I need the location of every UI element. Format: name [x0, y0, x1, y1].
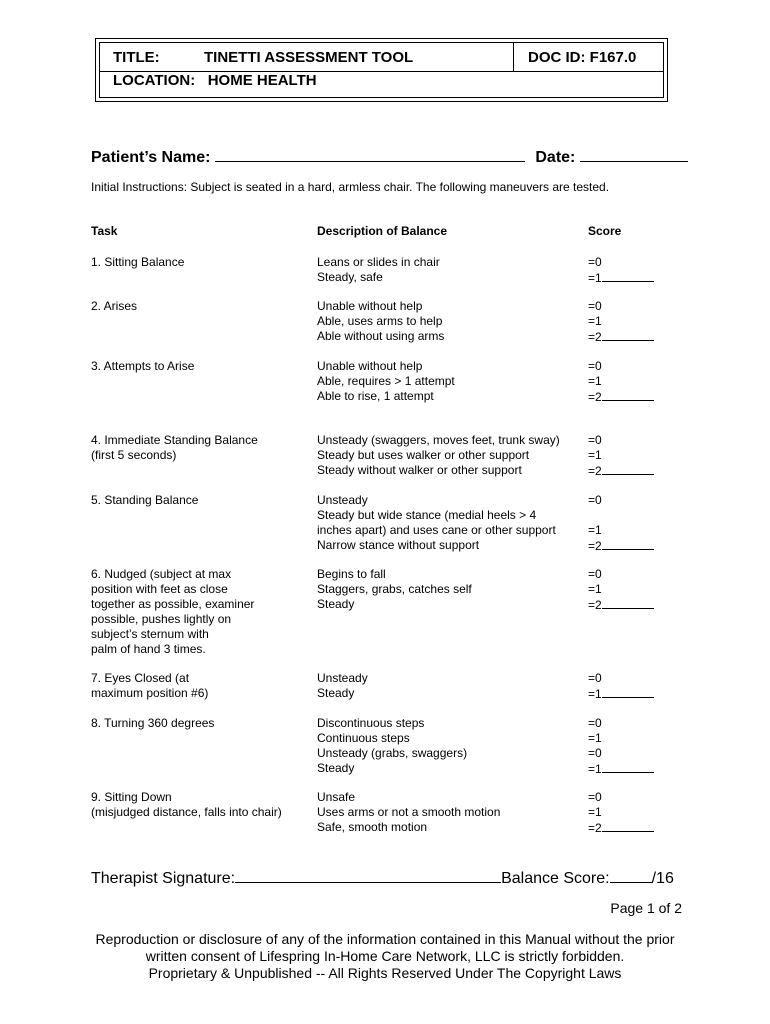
- score-value: =1: [588, 687, 602, 701]
- description-option: Begins to fall: [317, 567, 386, 581]
- task-text: possible, pushes lightly on: [91, 612, 232, 626]
- description-option: Steady, safe: [317, 270, 383, 284]
- score-cell: [588, 671, 654, 701]
- task-column-header: Task: [91, 224, 118, 238]
- description-option: Steady without walker or other support: [317, 463, 522, 477]
- task-text: 4. Immediate Standing Balance: [91, 433, 258, 447]
- therapist-signature-label: Therapist Signature:: [91, 870, 236, 887]
- score-value: =1: [588, 582, 602, 596]
- score-value: =0: [588, 567, 602, 581]
- date-label: Date:: [535, 149, 576, 166]
- description-cell: [317, 716, 467, 776]
- task-cell: [91, 716, 214, 731]
- score-cell: [588, 299, 654, 344]
- score-column-header: Score: [588, 224, 622, 238]
- description-option: Narrow stance without support: [317, 538, 480, 552]
- score-blank[interactable]: [602, 538, 654, 550]
- score-cell: [588, 433, 654, 478]
- signature-line: [91, 868, 674, 888]
- score-blank[interactable]: [602, 270, 654, 282]
- description-option: Staggers, grabs, catches self: [317, 582, 472, 596]
- task-text: (misjudged distance, falls into chair): [91, 805, 282, 819]
- score-cell: [588, 493, 654, 553]
- task-text: (first 5 seconds): [91, 448, 177, 462]
- score-value: =0: [588, 255, 602, 269]
- task-text: 3. Attempts to Arise: [91, 359, 195, 373]
- description-cell: [317, 255, 440, 285]
- footer-line: Reproduction or disclosure of any of the information contained in this Manual without the prior: [95, 931, 675, 947]
- balance-score-field[interactable]: [610, 868, 652, 883]
- task-cell: [91, 359, 194, 374]
- task-text: 8. Turning 360 degrees: [91, 716, 215, 730]
- description-option: Able, requires > 1 attempt: [317, 374, 455, 388]
- description-option: Unsteady (swaggers, moves feet, trunk sway): [317, 433, 560, 447]
- task-text: 2. Arises: [91, 299, 138, 313]
- task-cell: [91, 255, 184, 270]
- balance-score-total: /16: [651, 870, 674, 887]
- score-value: =2: [588, 390, 602, 404]
- score-cell: [588, 359, 654, 404]
- description-column-header: Description of Balance: [317, 224, 448, 238]
- description-option: Leans or slides in chair: [317, 255, 440, 269]
- score-value: =1: [588, 762, 602, 776]
- description-option: Unsafe: [317, 790, 356, 804]
- description-option: Unsteady: [317, 493, 368, 507]
- description-option: Safe, smooth motion: [317, 820, 428, 834]
- task-text: palm of hand 3 times.: [91, 642, 206, 656]
- score-cell: [588, 567, 654, 612]
- description-option: Able without using arms: [317, 329, 445, 343]
- score-value: =0: [588, 790, 602, 804]
- task-cell: [91, 671, 208, 701]
- score-value: =1: [588, 731, 602, 745]
- score-value: =2: [588, 598, 602, 612]
- description-cell: [317, 359, 455, 404]
- task-cell: [91, 299, 137, 314]
- score-value: =1: [588, 448, 602, 462]
- copyright-footer: [60, 931, 710, 982]
- score-blank[interactable]: [602, 463, 654, 475]
- score-blank[interactable]: [602, 389, 654, 401]
- header-divider-vertical: [513, 43, 514, 71]
- task-cell: [91, 493, 198, 508]
- description-option: Steady but wide stance (medial heels > 4: [317, 508, 537, 522]
- score-blank[interactable]: [602, 686, 654, 698]
- score-blank[interactable]: [602, 820, 654, 832]
- score-value: =0: [588, 671, 602, 685]
- doc-id: DOC ID: F167.0: [528, 49, 637, 66]
- initial-instructions: Initial Instructions: Subject is seated in a hard, armless chair. The following maneuvers are tested.: [91, 180, 610, 194]
- therapist-signature-field[interactable]: [235, 868, 501, 883]
- footer-line: Proprietary & Unpublished -- All Rights Reserved Under The Copyright Laws: [148, 965, 622, 981]
- score-value: =0: [588, 716, 602, 730]
- balance-score-label: Balance Score:: [501, 870, 610, 887]
- score-cell: [588, 255, 654, 285]
- task-cell: [91, 567, 254, 657]
- location: LOCATION: HOME HEALTH: [113, 72, 317, 89]
- score-value: =0: [588, 433, 602, 447]
- score-value: =1: [588, 374, 602, 388]
- task-text: 6. Nudged (subject at max: [91, 567, 232, 581]
- description-cell: [317, 790, 500, 835]
- description-option: Unable without help: [317, 359, 423, 373]
- score-blank[interactable]: [602, 329, 654, 341]
- description-cell: [317, 493, 556, 553]
- description-option: Unsteady (grabs, swaggers): [317, 746, 468, 760]
- patient-line: [91, 147, 688, 167]
- score-value: =2: [588, 821, 602, 835]
- score-value: =0: [588, 746, 602, 760]
- task-text: together as possible, examiner: [91, 597, 255, 611]
- score-value: =1: [588, 314, 602, 328]
- score-value: =2: [588, 539, 602, 553]
- description-option: Steady but uses walker or other support: [317, 448, 530, 462]
- score-value: =0: [588, 359, 602, 373]
- page-number: Page 1 of 2: [610, 900, 682, 916]
- patient-name-field[interactable]: [215, 147, 525, 162]
- task-text: position with feet as close: [91, 582, 228, 596]
- score-blank[interactable]: [602, 761, 654, 773]
- task-text: 7. Eyes Closed (at: [91, 671, 190, 685]
- description-option: Able to rise, 1 attempt: [317, 389, 434, 403]
- description-option: Continuous steps: [317, 731, 410, 745]
- task-text: 1. Sitting Balance: [91, 255, 185, 269]
- score-value: =2: [588, 464, 602, 478]
- score-value: =1: [588, 805, 602, 819]
- description-option: Steady: [317, 686, 355, 700]
- description-cell: [317, 433, 560, 478]
- description-option: Unable without help: [317, 299, 423, 313]
- score-cell: [588, 716, 654, 776]
- score-value: =2: [588, 330, 602, 344]
- description-option: Able, uses arms to help: [317, 314, 443, 328]
- score-value: =0: [588, 299, 602, 313]
- footer-line: written consent of Lifespring In-Home Care Network, LLC is strictly forbidden.: [145, 948, 625, 964]
- document-header: [95, 38, 668, 102]
- description-option: Steady: [317, 761, 355, 775]
- description-cell: [317, 299, 444, 344]
- patient-name-label: Patient’s Name:: [91, 149, 211, 166]
- date-field[interactable]: [580, 147, 688, 162]
- description-cell: [317, 567, 472, 612]
- document-title: TINETTI ASSESSMENT TOOL: [204, 49, 414, 66]
- description-option: Unsteady: [317, 671, 368, 685]
- score-blank[interactable]: [602, 597, 654, 609]
- description-option: Steady: [317, 597, 355, 611]
- task-text: 9. Sitting Down: [91, 790, 172, 804]
- task-text: 5. Standing Balance: [91, 493, 199, 507]
- description-option: Uses arms or not a smooth motion: [317, 805, 501, 819]
- score-cell: [588, 790, 654, 835]
- task-text: maximum position #6): [91, 686, 209, 700]
- header-inner-frame: [99, 42, 664, 98]
- description-cell: [317, 671, 368, 701]
- score-value: =1: [588, 271, 602, 285]
- task-cell: [91, 790, 282, 820]
- score-value: =1: [588, 523, 602, 537]
- score-value: =0: [588, 493, 602, 507]
- description-option: Discontinuous steps: [317, 716, 425, 730]
- task-text: subject’s sternum with: [91, 627, 209, 641]
- title-label: TITLE:: [113, 49, 160, 66]
- description-option: inches apart) and uses cane or other support: [317, 523, 556, 537]
- task-cell: [91, 433, 258, 463]
